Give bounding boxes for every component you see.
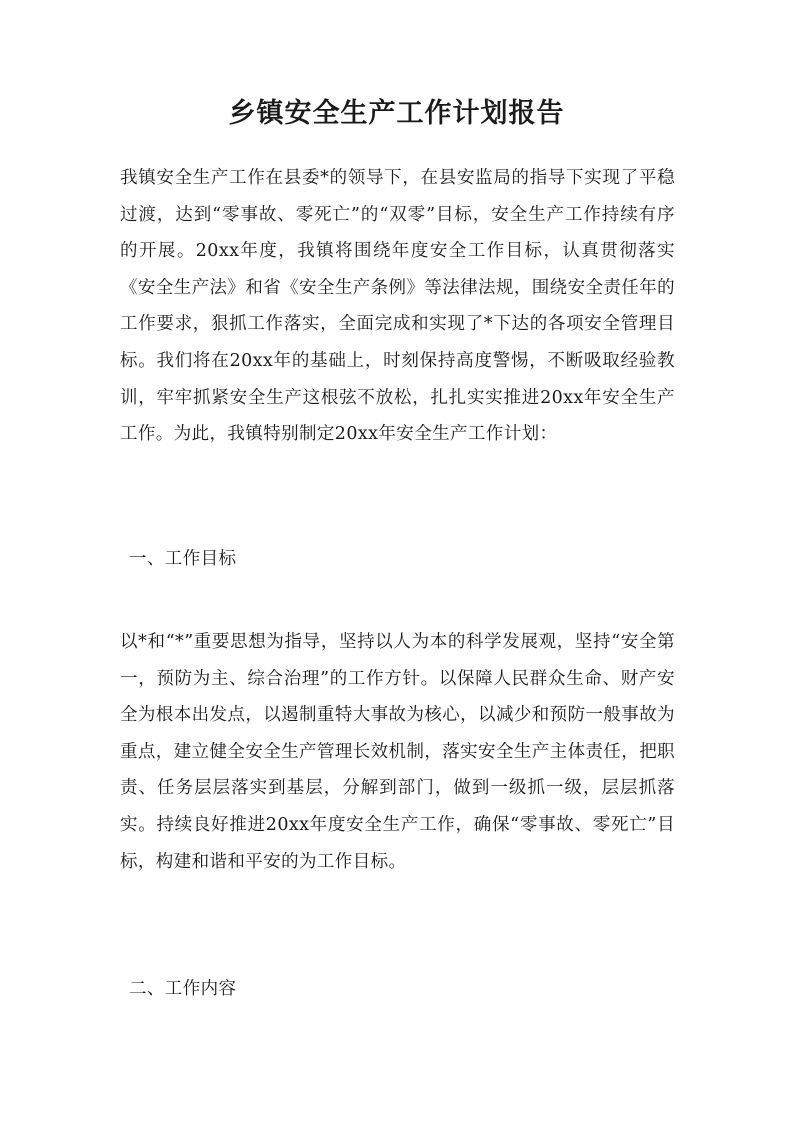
section-heading-content: 二、工作内容 xyxy=(129,979,237,999)
goals-paragraph: 以*和“*”重要思想为指导，坚持以人为本的科学发展观，坚持“安全第一，预防为主、综合治理”的工作方针。以保障人民群众生命、财产安全为根本出发点，以遏制重特大事故为核心，以减少和预防一般事故为重点，建立健全安全生产管理长效机制，落实安全生产主体责任，把职责、任务层层落实到基层，分解到部门，做到一级抓一级，层层抓落实。持续良好推进20xx年度安全生产工作，确保“零事故、零死亡”目标，构建和谐和平安的为工作目标。 xyxy=(120,632,675,872)
document-title: 乡镇安全生产工作计划报告 xyxy=(228,98,565,129)
section-heading-goals: 一、工作目标 xyxy=(129,549,237,569)
intro-paragraph: 我镇安全生产工作在县委*的领导下，在县安监局的指导下实现了平稳过渡，达到“零事故、零死亡”的“双零”目标，安全生产工作持续有序的开展。20xx年度，我镇将围绕年度安全工作目标，认真贯彻落实《安全生产法》和省《安全生产条例》等法律法规，围绕安全责任年的工作要求，狠抓工作落实，全面完成和实现了*下达的各项安全管理目标。我们将在20xx年的基础上，时刻保持高度警惕，不断吸取经验教训，牢牢抓紧安全生产这根弦不放松，扎扎实实推进20xx年安全生产工作。为此，我镇特别制定20xx年安全生产工作计划： xyxy=(120,168,675,445)
